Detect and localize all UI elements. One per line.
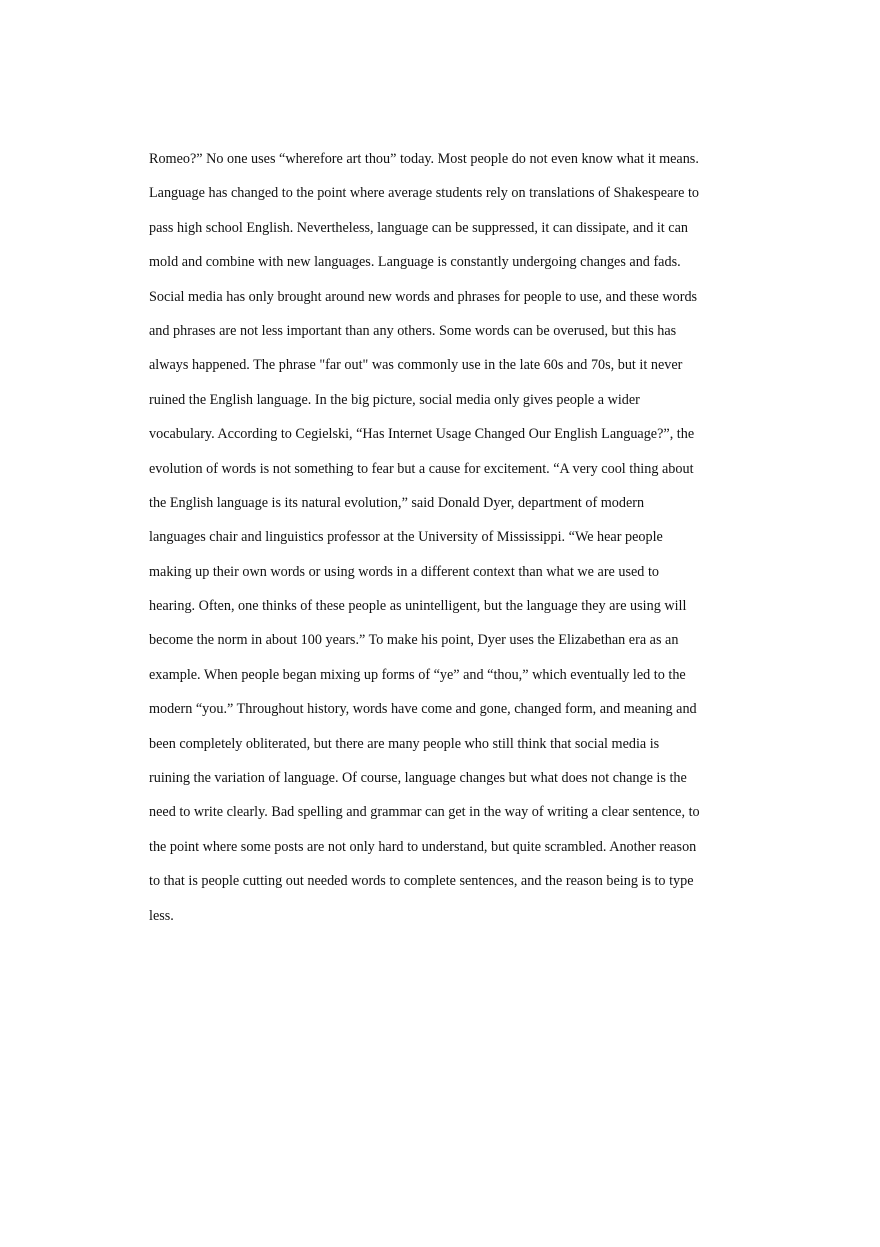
text-line: ruined the English language. In the big picture, social media only gives people a wider <box>149 391 640 408</box>
text-line: and phrases are not less important than any others. Some words can be overused, but this has <box>149 322 677 339</box>
body-paragraph <box>149 146 749 937</box>
text-line: mold and combine with new languages. Language is constantly undergoing changes and fads. <box>149 254 681 271</box>
text-line: the point where some posts are not only hard to understand, but quite scrambled. Another reason <box>149 838 697 855</box>
text-line: modern “you.” Throughout history, words have come and gone, changed form, and meaning and <box>149 701 697 718</box>
text-line: languages chair and linguistics professor at the University of Mississippi. “We hear people <box>149 529 663 546</box>
text-line: Social media has only brought around new words and phrases for people to use, and these words <box>149 288 698 305</box>
text-line: pass high school English. Nevertheless, language can be suppressed, it can dissipate, and it can <box>149 219 688 236</box>
text-line: to that is people cutting out needed words to complete sentences, and the reason being is to type <box>149 873 694 890</box>
text-line: become the norm in about 100 years.” To make his point, Dyer uses the Elizabethan era as an <box>149 632 679 649</box>
text-line: Language has changed to the point where average students rely on translations of Shakespeare to <box>149 185 699 202</box>
text-line: making up their own words or using words in a different context than what we are used to <box>149 563 659 580</box>
text-line: less. <box>149 907 174 924</box>
text-line: vocabulary. According to Cegielski, “Has Internet Usage Changed Our English Language?”, the <box>149 426 695 443</box>
text-line: been completely obliterated, but there are many people who still think that social media is <box>149 735 660 752</box>
text-line: the English language is its natural evolution,” said Donald Dyer, department of modern <box>149 494 645 511</box>
text-line: always happened. The phrase "far out" was commonly use in the late 60s and 70s, but it never <box>149 357 683 374</box>
text-line: example. When people began mixing up forms of “ye” and “thou,” which eventually led to the <box>149 666 686 683</box>
text-line: need to write clearly. Bad spelling and grammar can get in the way of writing a clear sentence, to <box>149 804 700 821</box>
text-line: evolution of words is not something to fear but a cause for excitement. “A very cool thing about <box>149 460 694 477</box>
text-line: ruining the variation of language. Of course, language changes but what does not change is the <box>149 770 687 787</box>
text-line: Romeo?” No one uses “wherefore art thou” today. Most people do not even know what it means. <box>149 151 699 167</box>
text-line: hearing. Often, one thinks of these people as unintelligent, but the language they are using will <box>149 598 687 615</box>
